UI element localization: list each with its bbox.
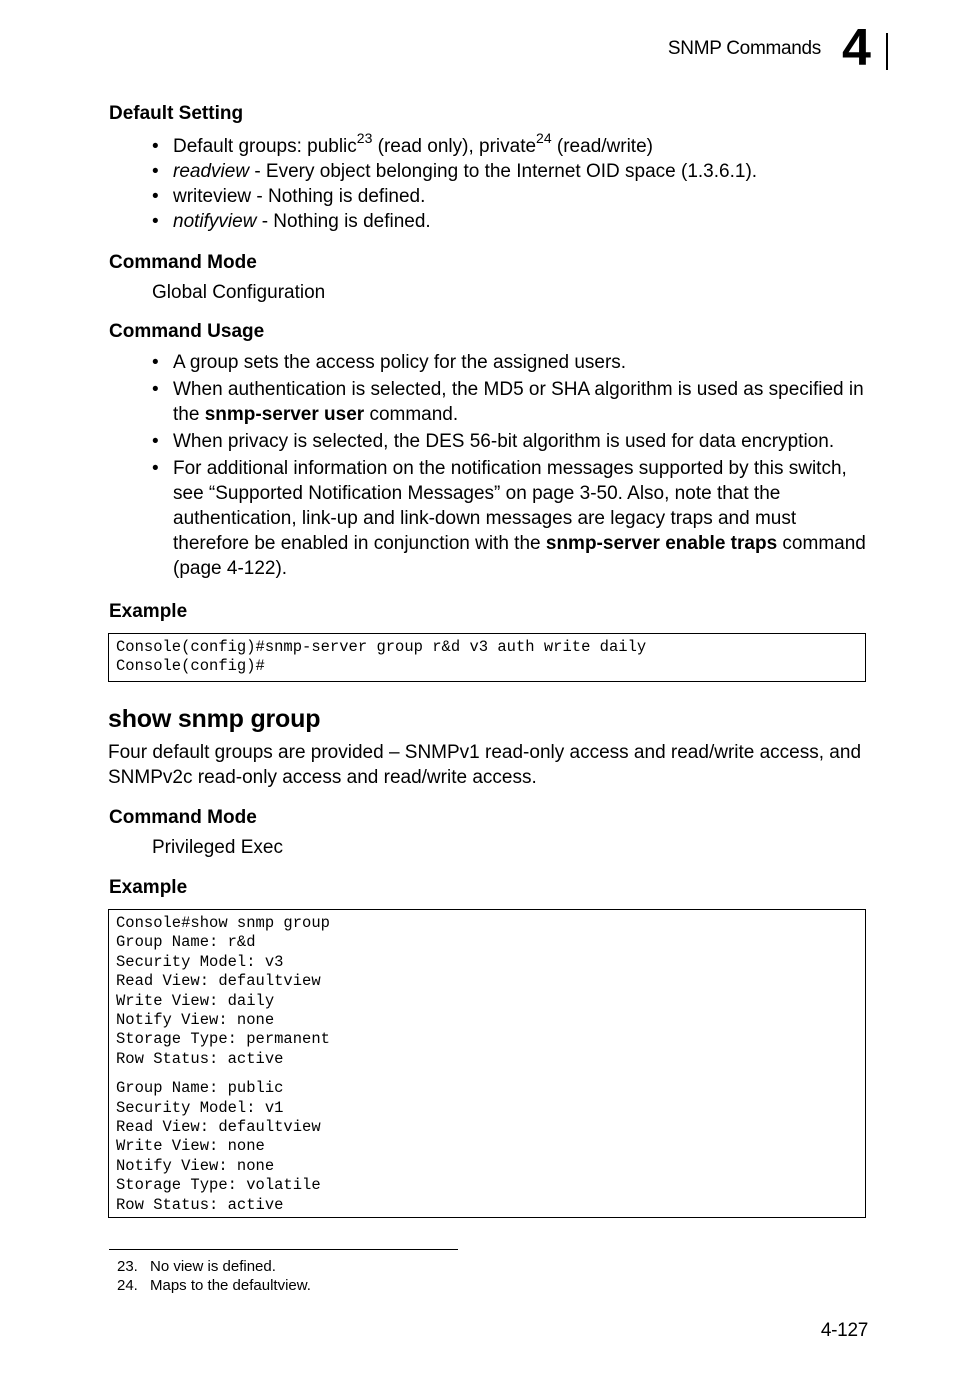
code-line: Storage Type: volatile [116, 1176, 321, 1195]
command-description: Four default groups are provided – SNMPv1 read-only access and read/write access, and SNMPv2c read-only access and read/write access. [108, 742, 862, 788]
default-setting-heading: Default Setting [109, 103, 244, 124]
code-example-2 [108, 909, 866, 1218]
footnote: 24. Maps to the defaultview. [117, 1277, 311, 1294]
command-mode-value: Privileged Exec [152, 837, 283, 858]
default-setting-list [152, 129, 872, 234]
code-example-1 [108, 633, 866, 682]
code-line: Storage Type: permanent [116, 1030, 330, 1049]
command-usage-list [152, 350, 872, 583]
code-line: Group Name: r&d [116, 933, 256, 952]
list-item: • notifyview - Nothing is defined. [152, 209, 872, 234]
code-line: Row Status: active [116, 1049, 284, 1068]
code-line: Group Name: public [116, 1079, 284, 1098]
command-usage-heading: Command Usage [109, 321, 265, 342]
code-line: Read View: defaultview [116, 972, 321, 991]
code-line: Console#show snmp group [116, 914, 330, 932]
list-item: • When authentication is selected, the MD5 or SHA algorithm is used as specified in the snmp-server user command. [152, 377, 872, 427]
list-item: • A group sets the access policy for the assigned users. [152, 350, 872, 375]
footnote-divider [109, 1249, 458, 1250]
example-heading: Example [109, 601, 188, 622]
chapter-marker-bar [886, 33, 888, 70]
command-mode-heading: Command Mode [109, 807, 257, 828]
code-line: Console(config)#snmp-server group r&d v3 auth write daily [116, 638, 647, 656]
code-line: Notify View: none [116, 1156, 275, 1175]
list-item: • readview - Every object belonging to the Internet OID space (1.3.6.1). [152, 159, 872, 184]
list-item: • For additional information on the notification messages supported by this switch, see “Supported Notification Messages” on page 3-50. Also, note that the authentication, link-up and link-down messages are legacy traps and must therefore be enabled in conjunction with the snmp-server enable traps command (page 4-122). [152, 456, 872, 581]
example-heading: Example [109, 877, 188, 898]
footnote: 23. No view is defined. [117, 1258, 276, 1275]
code-line: Security Model: v1 [116, 1098, 284, 1117]
code-line: Write View: none [116, 1137, 265, 1156]
code-line: Read View: defaultview [116, 1118, 321, 1137]
code-line: Row Status: active [116, 1195, 284, 1214]
code-line: Console(config)# [116, 657, 265, 676]
chapter-number: 4 [842, 19, 870, 77]
page-number: 4-127 [820, 1320, 868, 1341]
code-line: Security Model: v3 [116, 952, 284, 971]
code-spacer [116, 1069, 858, 1079]
code-line: Notify View: none [116, 1011, 275, 1030]
list-item: • When privacy is selected, the DES 56-bit algorithm is used for data encryption. [152, 429, 872, 454]
list-item: • writeview - Nothing is defined. [152, 184, 872, 209]
code-line: Write View: daily [116, 991, 275, 1010]
list-item: • Default groups: public$^{23}$ (read only), private$^{24}$ (read/write) [152, 134, 872, 159]
command-title: show snmp group [108, 705, 321, 733]
running-header: SNMP Commands [667, 38, 821, 59]
command-mode-value: Global Configuration [152, 282, 326, 303]
command-mode-heading: Command Mode [109, 252, 257, 273]
